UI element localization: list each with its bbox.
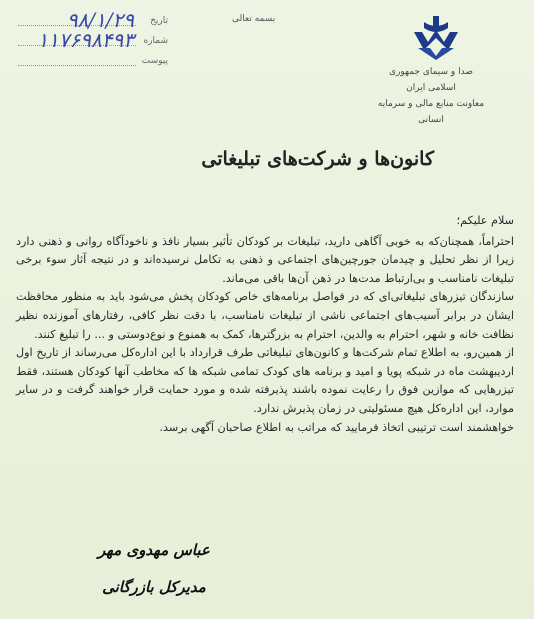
letter-meta (18, 10, 168, 70)
letter-body (16, 212, 514, 437)
number-label: شماره (143, 36, 168, 46)
paragraph: از همین‌رو، به اطلاع تمام شرکت‌ها و کانون‌های تبلیغاتی طرف قرارداد با این اداره‌کل می‌رساند از تاریخ اول اردیبهشت ماه در شبکه پویا و امید و برنامه های کودک تمامی شبکه ها که مخاطب آنها کودکان هستند، فقط تیزرهایی که موازین فوق را رعایت نموده باشند پذیرفته شده و مورد حمایت قرار خواهند گرفت و در سایر موارد، این اداره‌کل هیچ مسئولیتی در زمان پذیرش ندارد. (16, 346, 514, 415)
signatory-name: عباس مهدوی مهر (98, 541, 210, 559)
paragraph: احتراماً، همچنان‌که به خوبی آگاهی دارید، تبلیغات بر کودکان تأثیر بسیار نافذ و ناخودآگاه روانی و ذهنی دارد زیرا از نظر تحلیل و چیدمان جورچین‌های اجتماعی و ذهنی به تکامل نرسیده‌اند و در نتیجه آثار سوء برخی تبلیغات نامناسب و بی‌ارتباط مدت‌ها در ذهن آن‌ها باقی می‌ماند. (16, 234, 514, 285)
signatory-title: مدیرکل بازرگانی (102, 578, 206, 596)
date-row (18, 10, 168, 30)
date-label: تاریخ (150, 16, 168, 26)
attachment-row (18, 50, 168, 70)
paragraph: سازندگان تیزرهای تبلیغاتی‌ای که در فواصل برنامه‌های خاص کودکان پخش می‌شود باید به منظور محافظت ایشان در برابر آسیب‌های اجتماعی ناشی از تبلیغات نامناسب، با دقت نظر کافی، رفتارهای آموزنده نظیر نظافت خانه و شهر، احترام به والدین، احترام به بزرگترها، کمک به همنوع و نوع‌دوستی و ... را تبلیغ کنند. (16, 290, 514, 341)
attachment-label: پیوست (141, 56, 168, 66)
paragraph: خواهشمند است ترتیبی اتخاذ فرمایید که مراتب به اطلاع صاحبان آگهی برسد. (159, 420, 514, 434)
irib-logo-icon (410, 14, 462, 62)
greeting: سلام علیکم؛ (456, 214, 514, 227)
org-line-1: صدا و سیمای جمهوری اسلامی ایران (389, 67, 473, 93)
number-row (18, 30, 168, 50)
recipient-heading: کانون‌ها و شرکت‌های تبلیغاتی (201, 148, 434, 170)
number-value: ۱۱۷۶۹۸۴۹۳ (37, 28, 134, 52)
attachment-line (18, 65, 136, 66)
date-value: ۹۸/۱/۲۹ (66, 8, 134, 32)
basmala: بسمه تعالی (232, 14, 276, 24)
org-line-2: معاونت منابع مالی و سرمایه انسانی (377, 99, 485, 125)
organization-name (376, 64, 486, 128)
signature-block (98, 530, 210, 604)
